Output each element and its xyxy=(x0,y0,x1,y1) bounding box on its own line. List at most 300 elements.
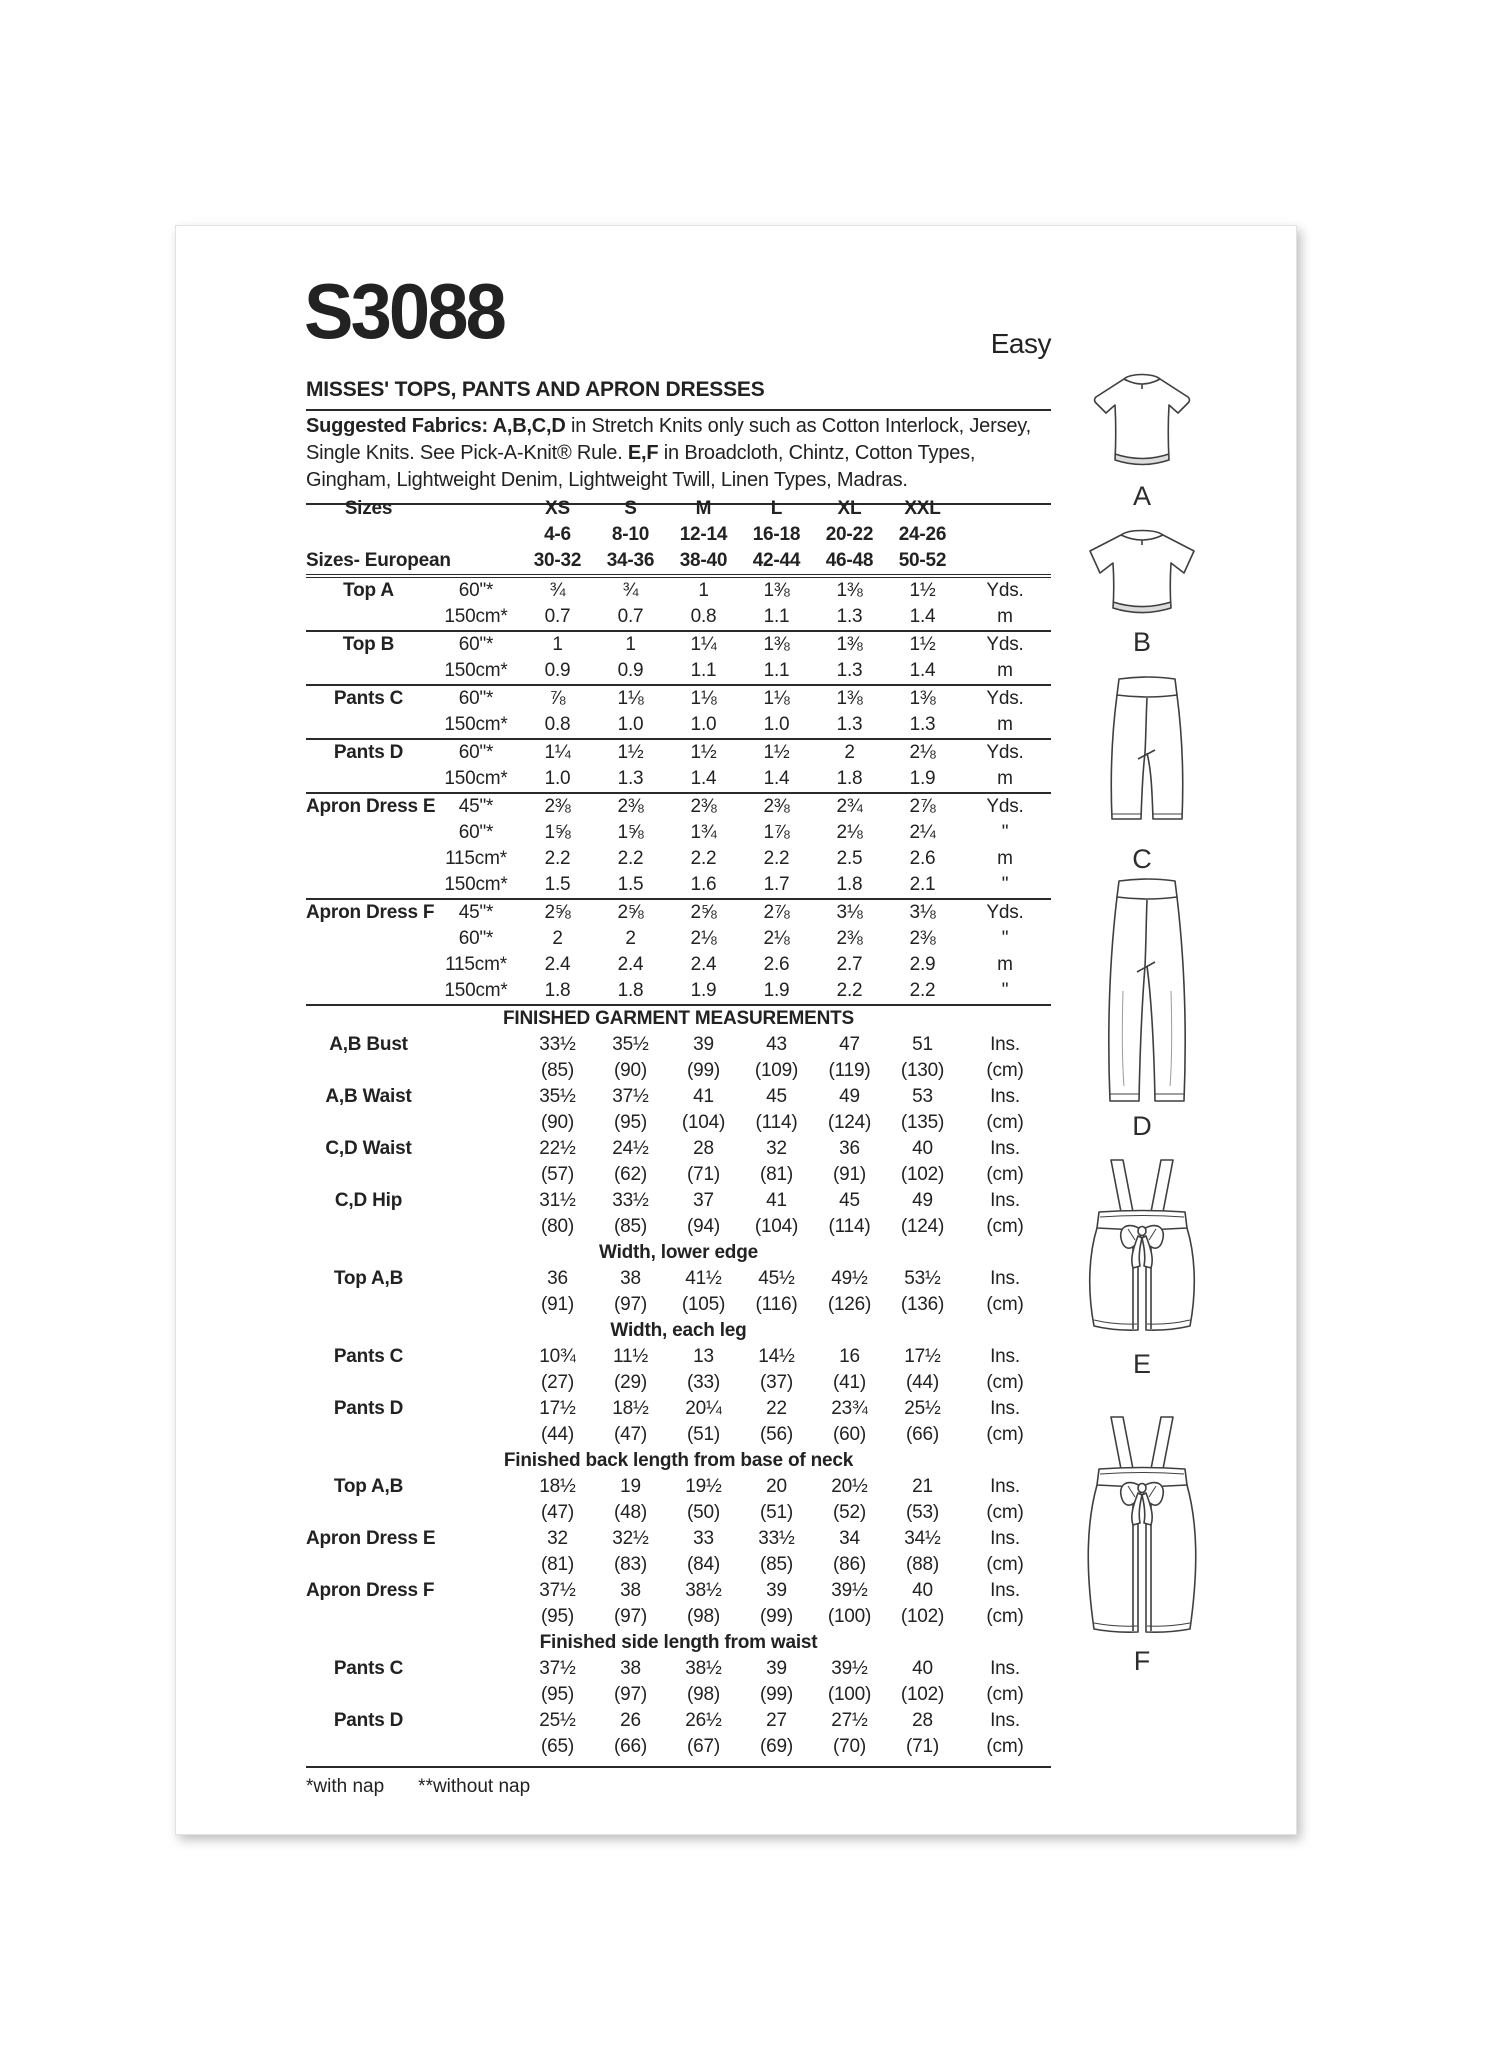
value-cell: XXL xyxy=(904,498,941,519)
row-label xyxy=(306,1500,431,1526)
value-cell: 2 xyxy=(813,739,886,766)
table-row xyxy=(306,1084,1051,1110)
value-cell: 2⅜ xyxy=(909,928,936,949)
section-header-row xyxy=(306,1240,1051,1266)
unit-cell xyxy=(959,548,1051,576)
value-cell: 2¾ xyxy=(813,793,886,820)
table-row xyxy=(306,872,1051,899)
value-cell: 27½ xyxy=(831,1710,868,1731)
size-yardage-table xyxy=(306,496,1051,1760)
value-cell: 2¼ xyxy=(909,822,936,843)
fabrics-bold-text: Suggested Fabrics: A,B,C,D xyxy=(306,415,566,437)
row-label: Top B xyxy=(306,631,431,658)
table-row xyxy=(306,1734,1051,1760)
row-label xyxy=(306,712,431,739)
fabric-width-cell xyxy=(431,1604,521,1630)
value-cell: 2.4 xyxy=(690,954,717,975)
value-cell: (83) xyxy=(614,1554,647,1575)
value-cell: 17½ xyxy=(904,1346,941,1367)
fabric-width-cell xyxy=(431,1344,521,1370)
value-cell: 26½ xyxy=(685,1710,722,1731)
value-cell: 1.4 xyxy=(690,768,717,789)
value-cell: 14½ xyxy=(758,1346,795,1367)
value-cell: 2⅜ xyxy=(521,793,594,820)
value-cell: 2.6 xyxy=(909,848,936,869)
value-cell: (56) xyxy=(760,1424,793,1445)
row-label: C,D Hip xyxy=(334,1190,403,1211)
row-label xyxy=(306,926,431,952)
fabric-width-cell: 60"* xyxy=(431,739,521,766)
value-cell: 1⅝ xyxy=(617,822,644,843)
figure-letter: D xyxy=(1132,1111,1152,1141)
unit-cell: m xyxy=(997,768,1013,789)
row-label: Apron Dress E xyxy=(306,1528,436,1549)
unit-cell: (cm) xyxy=(986,1112,1024,1133)
value-cell: 1⅜ xyxy=(836,580,863,601)
row-label: Pants D xyxy=(333,1710,404,1731)
crop-tee-drawing xyxy=(1077,366,1207,478)
value-cell: (53) xyxy=(906,1502,939,1523)
value-cell: 8-10 xyxy=(611,524,650,545)
figure-letter: B xyxy=(1132,627,1151,657)
value-cell: (81) xyxy=(760,1164,793,1185)
value-cell: (81) xyxy=(541,1554,574,1575)
value-cell: 2⅜ xyxy=(594,793,667,820)
unit-cell xyxy=(959,522,1051,548)
figure-letter: C xyxy=(1132,844,1152,874)
value-cell: 1.0 xyxy=(617,714,644,735)
value-cell: 1.1 xyxy=(763,606,790,627)
value-cell: 17½ xyxy=(539,1398,576,1419)
value-cell: 43 xyxy=(766,1034,787,1055)
table-row xyxy=(306,1474,1051,1500)
value-cell: 49 xyxy=(912,1190,933,1211)
value-cell: 37½ xyxy=(539,1658,576,1679)
value-cell: 2⅜ xyxy=(740,793,813,820)
unit-cell: Ins. xyxy=(990,1710,1020,1731)
row-label xyxy=(306,1058,431,1084)
row-label: Pants D xyxy=(333,1398,404,1419)
value-cell: 31½ xyxy=(539,1190,576,1211)
value-cell: 1.0 xyxy=(763,714,790,735)
value-cell: 1⅜ xyxy=(813,631,886,658)
value-cell: 23¾ xyxy=(831,1398,868,1419)
long-pants-drawing xyxy=(1077,876,1207,1108)
value-cell: 1 xyxy=(594,631,667,658)
apron-dress-long-drawing xyxy=(1067,1411,1217,1643)
row-label: Top A xyxy=(343,580,394,601)
fabric-width-cell: 45"* xyxy=(431,793,521,820)
value-cell: 1.4 xyxy=(763,768,790,789)
value-cell: S xyxy=(624,498,637,519)
value-cell: 19 xyxy=(620,1476,641,1497)
value-cell: 0.9 xyxy=(617,660,644,681)
unit-cell: (cm) xyxy=(986,1554,1024,1575)
value-cell: 2.2 xyxy=(544,848,571,869)
value-cell: (94) xyxy=(687,1216,720,1237)
value-cell: 1⅜ xyxy=(763,580,790,601)
value-cell: 22½ xyxy=(539,1138,576,1159)
unit-cell: (cm) xyxy=(986,1060,1024,1081)
unit-cell: " xyxy=(1001,822,1009,843)
unit-cell: (cm) xyxy=(986,1606,1024,1627)
value-cell: (29) xyxy=(614,1372,647,1393)
value-cell: 1.8 xyxy=(836,768,863,789)
value-cell: 1.3 xyxy=(836,660,863,681)
value-cell: 0.7 xyxy=(617,606,644,627)
value-cell: 24½ xyxy=(612,1138,649,1159)
table-row xyxy=(306,576,1051,604)
value-cell: 1½ xyxy=(594,739,667,766)
value-cell: 51 xyxy=(912,1034,933,1055)
value-cell: 2⅛ xyxy=(763,928,790,949)
table-body xyxy=(306,496,1051,1760)
row-label xyxy=(306,1682,431,1708)
fabric-width-cell: 115cm* xyxy=(445,954,507,975)
unit-cell: Ins. xyxy=(990,1476,1020,1497)
value-cell: 1¼ xyxy=(667,631,740,658)
value-cell: 2 xyxy=(552,928,563,949)
value-cell: (91) xyxy=(541,1294,574,1315)
value-cell: 1.3 xyxy=(617,768,644,789)
value-cell: 12-14 xyxy=(679,524,728,545)
table-row xyxy=(306,846,1051,872)
value-cell: 53 xyxy=(912,1086,933,1107)
fabric-width-cell xyxy=(431,1578,521,1604)
value-cell: (100) xyxy=(827,1606,872,1627)
value-cell: (97) xyxy=(614,1606,647,1627)
table-row xyxy=(306,496,1051,522)
value-cell: 27 xyxy=(766,1710,787,1731)
value-cell: 28 xyxy=(912,1710,933,1731)
value-cell: 34½ xyxy=(904,1528,941,1549)
value-cell: 1⅝ xyxy=(544,822,571,843)
row-label: Apron Dress F xyxy=(306,899,431,926)
fabric-width-cell xyxy=(431,1474,521,1500)
value-cell: 20½ xyxy=(831,1476,868,1497)
value-cell: (71) xyxy=(906,1736,939,1757)
row-label xyxy=(306,1370,431,1396)
value-cell: 39½ xyxy=(831,1580,868,1601)
value-cell: 16 xyxy=(839,1346,860,1367)
value-cell: 1.4 xyxy=(909,660,936,681)
section-label: Width, each leg xyxy=(610,1320,747,1341)
unit-cell: Ins. xyxy=(990,1580,1020,1601)
value-cell: 1⅛ xyxy=(667,685,740,712)
value-cell: 22 xyxy=(766,1398,787,1419)
table-row xyxy=(306,1188,1051,1214)
figure-letter: A xyxy=(1132,481,1151,511)
value-cell: (67) xyxy=(687,1736,720,1757)
value-cell: 1.8 xyxy=(544,980,571,1001)
value-cell: 2.2 xyxy=(617,848,644,869)
apron-dress-short-drawing xyxy=(1067,1154,1217,1346)
row-label: Apron Dress F xyxy=(306,1580,435,1601)
value-cell: 21 xyxy=(912,1476,933,1497)
value-cell: 0.8 xyxy=(544,714,571,735)
value-cell: 33½ xyxy=(612,1190,649,1211)
row-label: Top A,B xyxy=(333,1476,404,1497)
value-cell: 1⅜ xyxy=(740,631,813,658)
row-label xyxy=(306,872,431,899)
value-cell: (109) xyxy=(754,1060,799,1081)
value-cell: (119) xyxy=(828,1060,871,1081)
value-cell: 1⅜ xyxy=(886,685,959,712)
figure-letter: E xyxy=(1132,1349,1151,1379)
value-cell: (37) xyxy=(760,1372,793,1393)
unit-cell: (cm) xyxy=(986,1294,1024,1315)
unit-cell: Yds. xyxy=(986,580,1024,601)
row-label xyxy=(306,1552,431,1578)
table-row xyxy=(306,1032,1051,1058)
value-cell: 1.0 xyxy=(544,768,571,789)
value-cell: (98) xyxy=(687,1684,720,1705)
value-cell: 38 xyxy=(620,1658,641,1679)
value-cell: (90) xyxy=(541,1112,574,1133)
value-cell: 41 xyxy=(693,1086,714,1107)
unit-cell: Ins. xyxy=(990,1138,1020,1159)
value-cell: (85) xyxy=(541,1060,574,1081)
value-cell: (88) xyxy=(906,1554,939,1575)
value-cell: 2⅜ xyxy=(836,928,863,949)
value-cell: (48) xyxy=(614,1502,647,1523)
row-label xyxy=(306,604,431,631)
row-label xyxy=(306,1422,431,1448)
value-cell: 25½ xyxy=(904,1398,941,1419)
fabric-width-cell xyxy=(431,1084,521,1110)
value-cell: 39 xyxy=(766,1658,787,1679)
row-label: Pants C xyxy=(306,685,431,712)
value-cell: 4-6 xyxy=(544,524,571,545)
value-cell: ¾ xyxy=(622,580,639,601)
table-row xyxy=(306,1708,1051,1734)
row-label: Sizes- European xyxy=(306,548,431,576)
fabric-width-cell xyxy=(431,1110,521,1136)
table-row xyxy=(306,712,1051,739)
fabric-width-cell xyxy=(431,1370,521,1396)
value-cell: 2.2 xyxy=(836,980,863,1001)
fabric-width-cell xyxy=(431,1422,521,1448)
value-cell: 1.5 xyxy=(544,874,571,895)
value-cell: (114) xyxy=(755,1112,798,1133)
value-cell: 2⅝ xyxy=(521,899,594,926)
value-cell: 1¾ xyxy=(690,822,717,843)
fabric-width-cell: 60"* xyxy=(458,822,494,843)
without-nap-note: **without nap xyxy=(418,1776,531,1797)
value-cell: (86) xyxy=(833,1554,866,1575)
fabric-width-cell xyxy=(431,1162,521,1188)
fabric-width-cell xyxy=(431,496,521,522)
value-cell: 24-26 xyxy=(898,524,947,545)
row-label xyxy=(306,1162,431,1188)
unit-cell: Ins. xyxy=(990,1086,1020,1107)
value-cell: (33) xyxy=(687,1372,720,1393)
value-cell: 37 xyxy=(693,1190,714,1211)
table-row xyxy=(306,1292,1051,1318)
value-cell: 47 xyxy=(839,1034,860,1055)
nap-footnote xyxy=(306,1766,1051,1798)
table-row xyxy=(306,658,1051,685)
value-cell: 41 xyxy=(766,1190,787,1211)
unit-cell: Ins. xyxy=(990,1034,1020,1055)
row-label: Top A,B xyxy=(333,1268,404,1289)
table-row xyxy=(306,1396,1051,1422)
value-cell: 1½ xyxy=(740,739,813,766)
unit-cell: Ins. xyxy=(990,1658,1020,1679)
value-cell: (66) xyxy=(906,1424,939,1445)
fabric-width-cell xyxy=(431,1708,521,1734)
value-cell: (90) xyxy=(614,1060,647,1081)
value-cell: (102) xyxy=(900,1164,945,1185)
fabric-width-cell xyxy=(431,1266,521,1292)
value-cell: (124) xyxy=(827,1112,872,1133)
row-label xyxy=(306,1292,431,1318)
section-header-row xyxy=(306,1318,1051,1344)
unit-cell: (cm) xyxy=(986,1424,1024,1445)
value-cell: 37½ xyxy=(539,1580,576,1601)
value-cell: 16-18 xyxy=(752,524,801,545)
value-cell: 13 xyxy=(693,1346,714,1367)
row-label: Pants C xyxy=(333,1658,404,1679)
value-cell: 38 xyxy=(620,1268,641,1289)
value-cell: 2.6 xyxy=(763,954,790,975)
value-cell: 53½ xyxy=(904,1268,941,1289)
table-row xyxy=(306,952,1051,978)
figure-top-a xyxy=(1054,366,1230,512)
value-cell: 10¾ xyxy=(539,1346,576,1367)
figure-apron-dress-e xyxy=(1054,1154,1230,1380)
row-label: C,D Waist xyxy=(325,1138,412,1159)
fabric-width-cell: 60"* xyxy=(431,685,521,712)
unit-cell: m xyxy=(997,660,1013,681)
value-cell: 1.1 xyxy=(763,660,790,681)
table-row xyxy=(306,1162,1051,1188)
table-row xyxy=(306,1500,1051,1526)
table-row xyxy=(306,522,1051,548)
boxy-tee-drawing xyxy=(1077,524,1207,624)
value-cell: (95) xyxy=(614,1112,647,1133)
capri-pants-drawing xyxy=(1077,673,1207,841)
value-cell: 46-48 xyxy=(813,548,886,576)
value-cell: 2⅛ xyxy=(836,822,863,843)
table-row xyxy=(306,978,1051,1005)
value-cell: 2.1 xyxy=(909,874,936,895)
table-row xyxy=(306,926,1051,952)
row-label xyxy=(306,658,431,685)
value-cell: 1.6 xyxy=(690,874,717,895)
table-row xyxy=(306,766,1051,793)
pattern-number: S3088 xyxy=(304,267,505,355)
fabric-width-cell xyxy=(431,1292,521,1318)
value-cell: (52) xyxy=(833,1502,866,1523)
value-cell: 36 xyxy=(547,1268,568,1289)
table-row xyxy=(306,685,1051,712)
value-cell: (44) xyxy=(906,1372,939,1393)
row-label: A,B Waist xyxy=(325,1086,412,1107)
value-cell: 20-22 xyxy=(825,524,874,545)
value-cell: 2.4 xyxy=(544,954,571,975)
value-cell: XS xyxy=(545,498,570,519)
value-cell: 1.3 xyxy=(909,714,936,735)
value-cell: (104) xyxy=(754,1216,799,1237)
value-cell: 32½ xyxy=(612,1528,649,1549)
fabric-width-cell: 150cm* xyxy=(444,606,508,627)
row-label xyxy=(306,952,431,978)
value-cell: (47) xyxy=(541,1502,574,1523)
value-cell: 39½ xyxy=(831,1658,868,1679)
value-cell: 40 xyxy=(912,1580,933,1601)
value-cell: (85) xyxy=(760,1554,793,1575)
figure-pants-d xyxy=(1054,876,1230,1142)
value-cell: (57) xyxy=(541,1164,574,1185)
value-cell: 37½ xyxy=(612,1086,649,1107)
value-cell: (102) xyxy=(900,1684,945,1705)
value-cell: 33½ xyxy=(539,1034,576,1055)
unit-cell: Ins. xyxy=(990,1346,1020,1367)
value-cell: 1.9 xyxy=(690,980,717,1001)
value-cell: (126) xyxy=(827,1294,872,1315)
value-cell: 1 xyxy=(521,631,594,658)
value-cell: 1½ xyxy=(667,739,740,766)
value-cell: 33 xyxy=(693,1528,714,1549)
value-cell: 0.8 xyxy=(690,606,717,627)
fabric-width-cell xyxy=(431,1656,521,1682)
value-cell: 1½ xyxy=(886,631,959,658)
unit-cell: (cm) xyxy=(986,1216,1024,1237)
value-cell: 32 xyxy=(766,1138,787,1159)
value-cell: 19½ xyxy=(685,1476,722,1497)
value-cell: (51) xyxy=(687,1424,720,1445)
value-cell: 45 xyxy=(766,1086,787,1107)
value-cell: 35½ xyxy=(539,1086,576,1107)
section-label: Finished side length from waist xyxy=(539,1632,818,1653)
with-nap-note: *with nap xyxy=(306,1776,385,1797)
value-cell: 50-52 xyxy=(886,548,959,576)
value-cell: (84) xyxy=(687,1554,720,1575)
figure-pants-c xyxy=(1054,673,1230,875)
unit-cell: m xyxy=(997,848,1013,869)
value-cell: (51) xyxy=(760,1502,793,1523)
difficulty-label: Easy xyxy=(990,328,1051,359)
fabric-width-cell xyxy=(431,1058,521,1084)
value-cell: 25½ xyxy=(539,1710,576,1731)
value-cell: (102) xyxy=(900,1606,945,1627)
value-cell: 2.2 xyxy=(763,848,790,869)
unit-cell: (cm) xyxy=(986,1164,1024,1185)
table-row xyxy=(306,1344,1051,1370)
value-cell: 1.3 xyxy=(836,714,863,735)
value-cell: 2.5 xyxy=(836,848,863,869)
value-cell: 18½ xyxy=(612,1398,649,1419)
fabric-width-cell xyxy=(431,1396,521,1422)
table-row xyxy=(306,1656,1051,1682)
value-cell: 2⅛ xyxy=(690,928,717,949)
fabric-width-cell xyxy=(431,1734,521,1760)
fabric-width-cell: 150cm* xyxy=(444,660,508,681)
row-label: Pants D xyxy=(306,739,431,766)
fabric-width-cell xyxy=(431,1526,521,1552)
fabrics-text: in Stretch Knits only such as Cotton Interlock, Jersey, Single Knits. See Pick-A-Knit® Rule. xyxy=(306,415,1031,464)
fabric-width-cell: 150cm* xyxy=(444,874,508,895)
value-cell: ¾ xyxy=(549,580,566,601)
value-cell: 2⅞ xyxy=(740,899,813,926)
value-cell: 1.5 xyxy=(617,874,644,895)
value-cell: 1¼ xyxy=(521,739,594,766)
value-cell: 1.0 xyxy=(690,714,717,735)
value-cell: 38½ xyxy=(685,1658,722,1679)
fabric-width-cell xyxy=(431,522,521,548)
table-row xyxy=(306,548,1051,576)
